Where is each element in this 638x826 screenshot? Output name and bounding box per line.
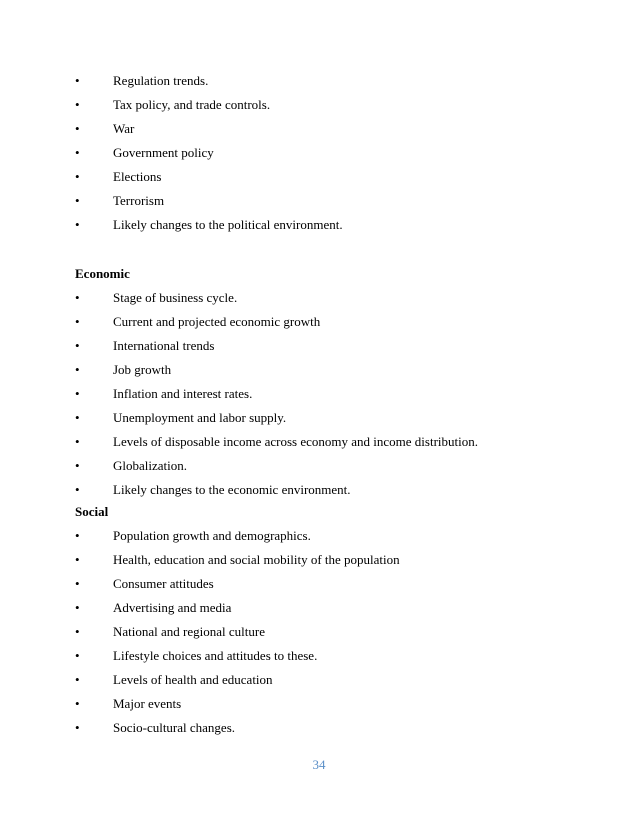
bullet-marker: •	[75, 73, 80, 88]
economic-bullet-list	[75, 286, 595, 502]
political-section	[75, 69, 595, 237]
list-item	[75, 572, 595, 596]
social-heading: Social	[75, 504, 109, 519]
social-bullet-list	[75, 524, 595, 740]
list-item-text: Inflation and interest rates.	[113, 386, 253, 401]
list-item	[75, 596, 595, 620]
list-item	[75, 478, 595, 502]
bullet-marker: •	[75, 121, 80, 136]
list-item-text: Likely changes to the political environment.	[113, 217, 343, 232]
list-item	[75, 454, 595, 478]
bullet-marker: •	[75, 528, 80, 543]
bullet-marker: •	[75, 552, 80, 567]
bullet-marker: •	[75, 217, 80, 232]
economic-section	[75, 262, 595, 502]
list-item	[75, 382, 595, 406]
list-item-text: Globalization.	[113, 458, 188, 473]
list-item	[75, 117, 595, 141]
list-item-text: Population growth and demographics.	[113, 528, 311, 543]
list-item-text: Advertising and media	[113, 600, 232, 615]
list-item	[75, 406, 595, 430]
list-item	[75, 93, 595, 117]
list-item-text: Levels of health and education	[113, 672, 273, 687]
bullet-marker: •	[75, 624, 80, 639]
list-item-text: Unemployment and labor supply.	[113, 410, 287, 425]
list-item	[75, 141, 595, 165]
bullet-marker: •	[75, 576, 80, 591]
list-item-text: Government policy	[113, 145, 214, 160]
list-item	[75, 430, 595, 454]
list-item-text: Socio-cultural changes.	[113, 720, 236, 735]
bullet-marker: •	[75, 386, 80, 401]
list-item-text: Major events	[113, 696, 182, 711]
list-item	[75, 310, 595, 334]
list-item-text: Stage of business cycle.	[113, 290, 238, 305]
bullet-marker: •	[75, 434, 80, 449]
list-item-text: Lifestyle choices and attitudes to these.	[113, 648, 318, 663]
list-item	[75, 524, 595, 548]
list-item	[75, 620, 595, 644]
bullet-marker: •	[75, 169, 80, 184]
bullet-marker: •	[75, 600, 80, 615]
list-item	[75, 69, 595, 93]
political-bullet-list	[75, 69, 595, 237]
list-item	[75, 213, 595, 237]
page-number: 34	[312, 757, 326, 772]
list-item-text: Regulation trends.	[113, 73, 209, 88]
list-item	[75, 286, 595, 310]
list-item-text: Current and projected economic growth	[113, 314, 321, 329]
list-item	[75, 716, 595, 740]
bullet-marker: •	[75, 458, 80, 473]
list-item-text: Consumer attitudes	[113, 576, 214, 591]
bullet-marker: •	[75, 720, 80, 735]
economic-heading: Economic	[75, 266, 130, 281]
bullet-marker: •	[75, 672, 80, 687]
list-item	[75, 548, 595, 572]
bullet-marker: •	[75, 648, 80, 663]
list-item	[75, 358, 595, 382]
list-item	[75, 334, 595, 358]
list-item-text: Levels of disposable income across economy and income distribution.	[113, 434, 478, 449]
list-item-text: Likely changes to the economic environment.	[113, 482, 351, 497]
list-item	[75, 668, 595, 692]
social-section	[75, 500, 595, 740]
list-item-text: National and regional culture	[113, 624, 265, 639]
list-item	[75, 189, 595, 213]
list-item-text: Job growth	[113, 362, 172, 377]
list-item-text: Tax policy, and trade controls.	[113, 97, 271, 112]
list-item	[75, 165, 595, 189]
bullet-marker: •	[75, 410, 80, 425]
bullet-marker: •	[75, 290, 80, 305]
bullet-marker: •	[75, 482, 80, 497]
list-item-text: International trends	[113, 338, 215, 353]
list-item-text: War	[113, 121, 135, 136]
bullet-marker: •	[75, 696, 80, 711]
list-item	[75, 644, 595, 668]
list-item-text: Terrorism	[113, 193, 165, 208]
bullet-marker: •	[75, 338, 80, 353]
list-item-text: Elections	[113, 169, 162, 184]
bullet-marker: •	[75, 314, 80, 329]
list-item-text: Health, education and social mobility of the population	[113, 552, 400, 567]
bullet-marker: •	[75, 193, 80, 208]
bullet-marker: •	[75, 97, 80, 112]
list-item	[75, 692, 595, 716]
bullet-marker: •	[75, 362, 80, 377]
bullet-marker: •	[75, 145, 80, 160]
